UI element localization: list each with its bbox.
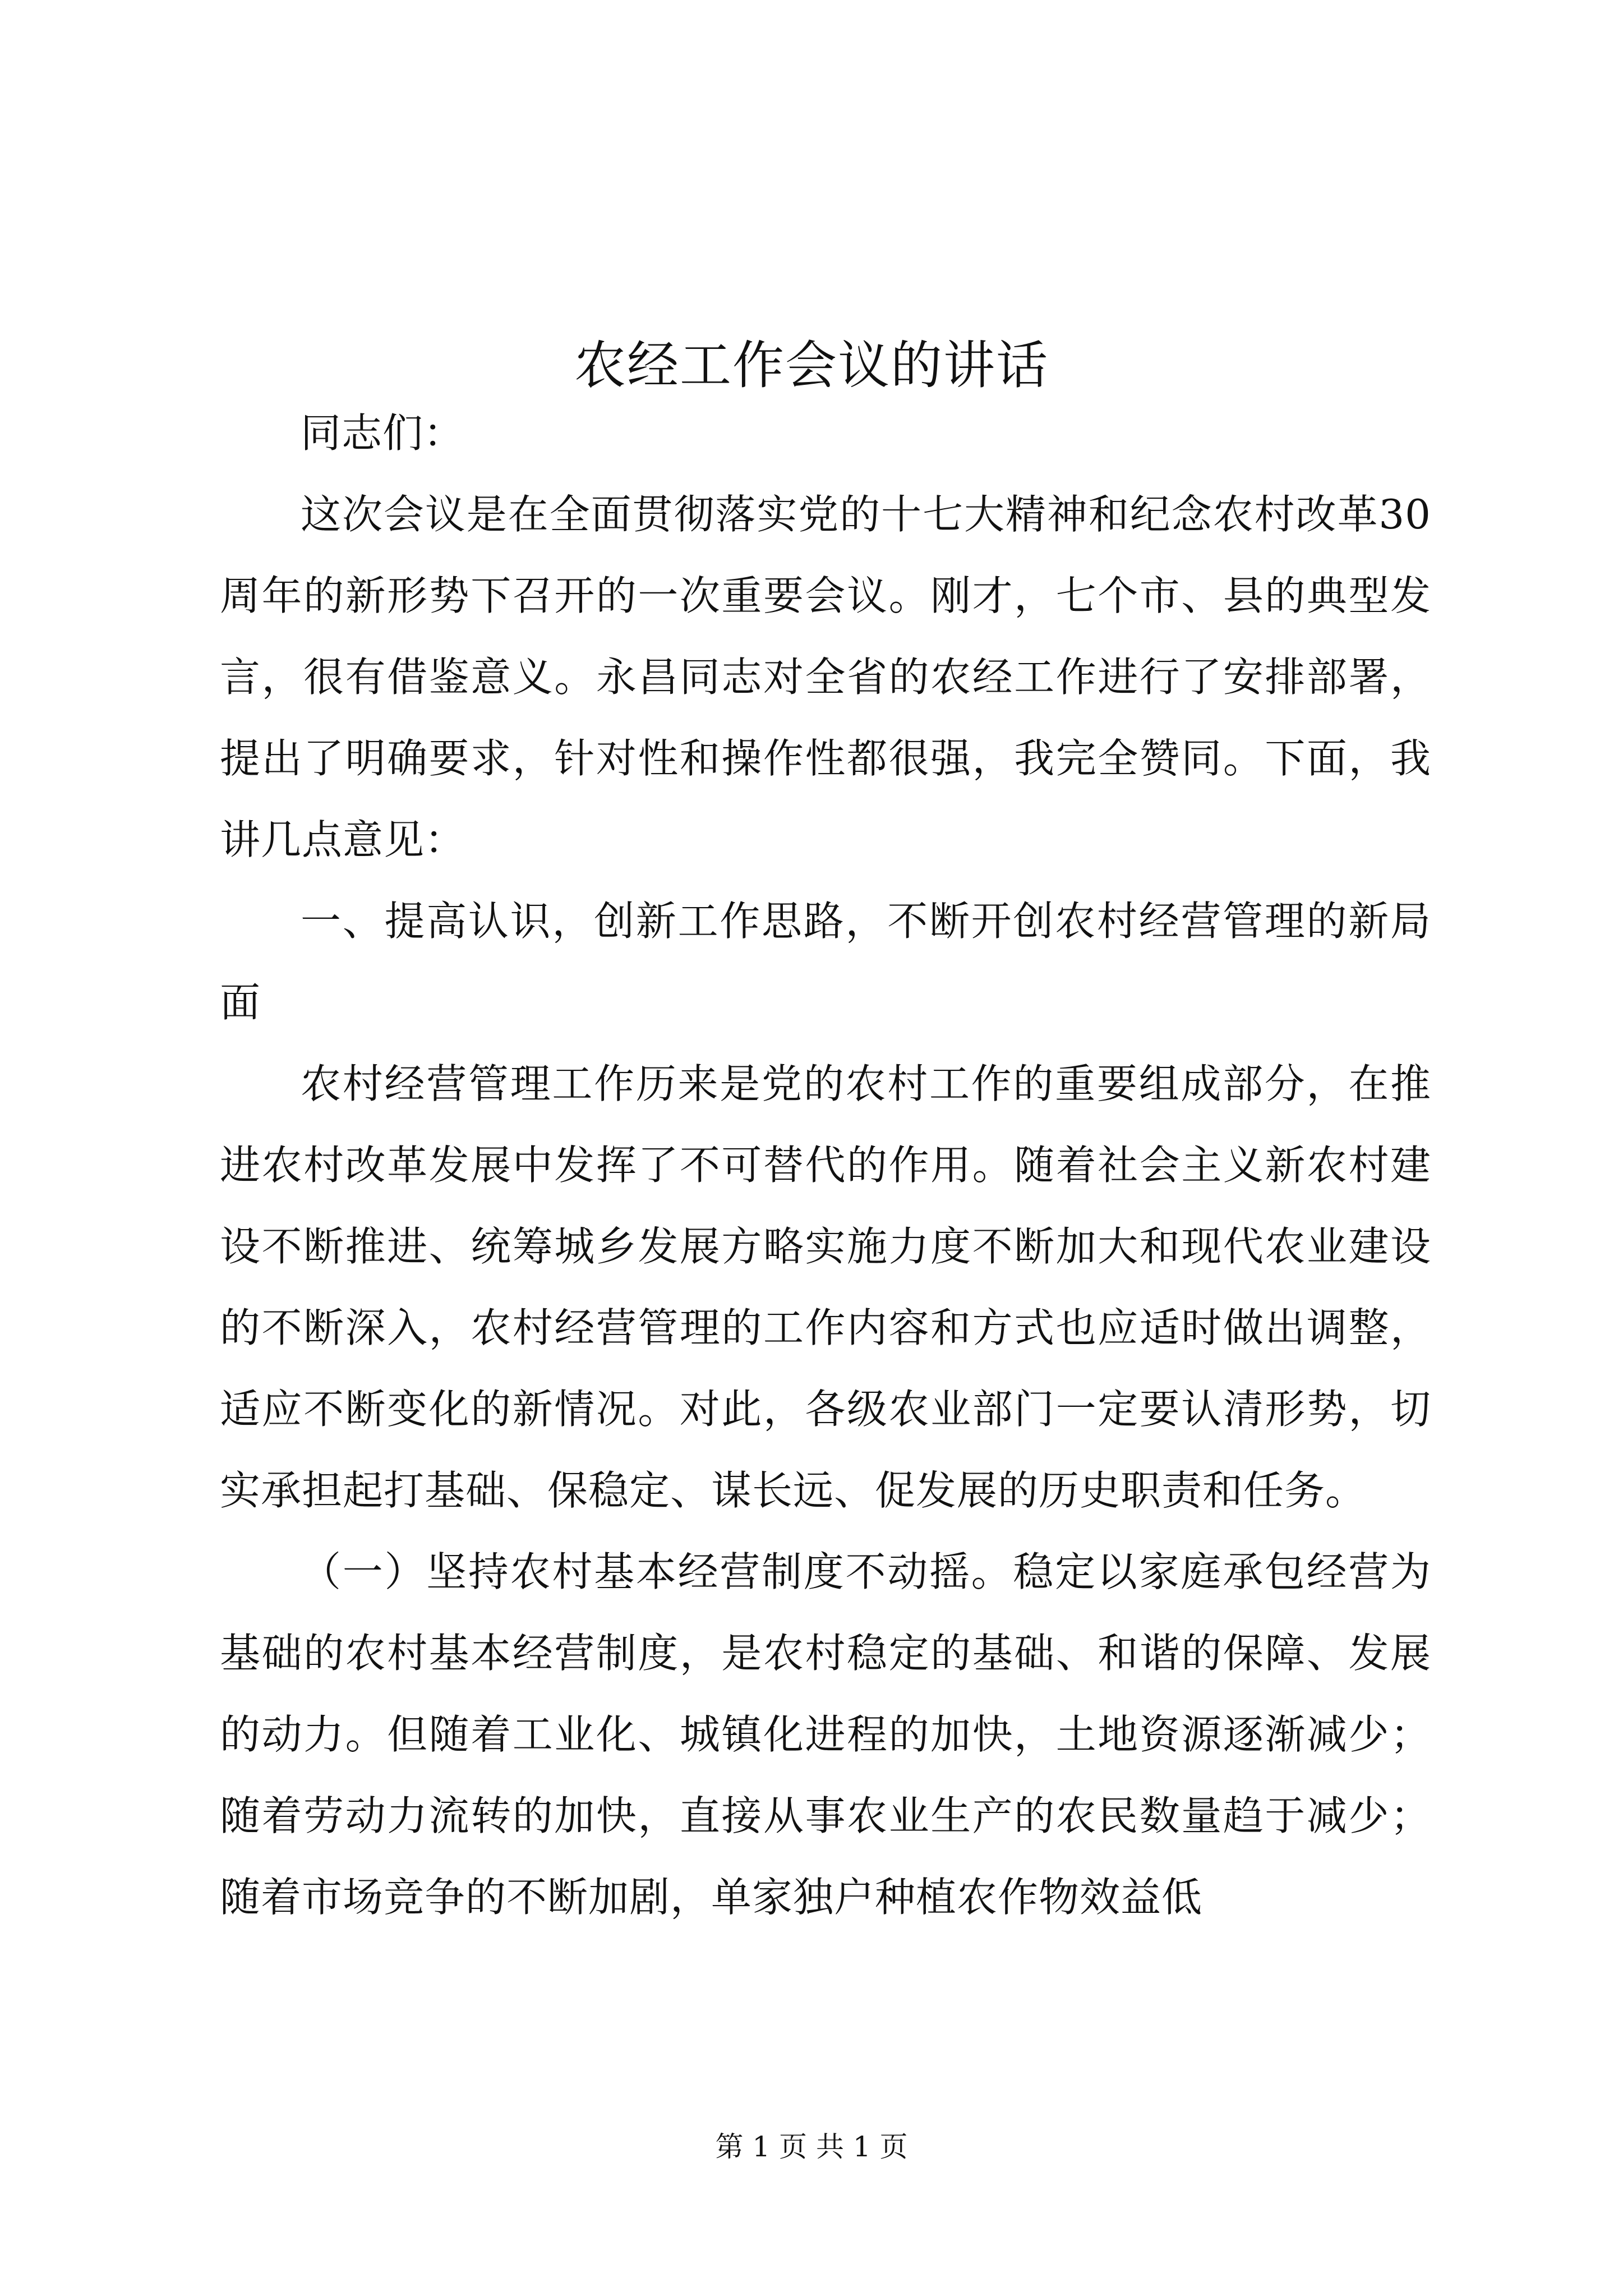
page-number-footer: 第 1 页 共 1 页	[715, 2131, 908, 2163]
section-heading-1: 一、提高认识，创新工作思路，不断开创农村经营管理的新局面	[220, 898, 1431, 1026]
document-title: 农经工作会议的讲话	[574, 335, 1049, 395]
subsection-paragraph: （一）坚持农村基本经营制度不动摇。稳定以家庭承包经营为基础的农村基本经营制度，是农村稳定的基础、和谐的保障、发展的动力。但随着工业化、城镇化进程的加快，土地资源逐渐减少；随着劳动力流转的加快，直接从事农业生产的农民数量趋于减少；随着市场竞争的不断加剧，单家独户种植农作物效益低	[220, 1548, 1431, 1921]
document-body	[220, 393, 1431, 1938]
body-paragraph: 农村经营管理工作历来是党的农村工作的重要组成部分，在推进农村改革发展中发挥了不可替代的作用。随着社会主义新农村建设不断推进、统筹城乡发展方略实施力度不断加大和现代农业建设的不断深入，农村经营管理的工作内容和方式也应适时做出调整，适应不断变化的新情况。对此，各级农业部门一定要认清形势，切实承担起打基础、保稳定、谋长远、促发展的历史职责和任务。	[220, 1060, 1431, 1514]
salutation-paragraph: 同志们：	[301, 409, 465, 457]
intro-paragraph: 这次会议是在全面贯彻落实党的十七大精神和纪念农村改革30周年的新形势下召开的一次重要会议。刚才，七个市、县的典型发言，很有借鉴意义。永昌同志对全省的农经工作进行了安排部署，提出了明确要求，针对性和操作性都很强，我完全赞同。下面，我讲几点意见：	[220, 491, 1431, 863]
